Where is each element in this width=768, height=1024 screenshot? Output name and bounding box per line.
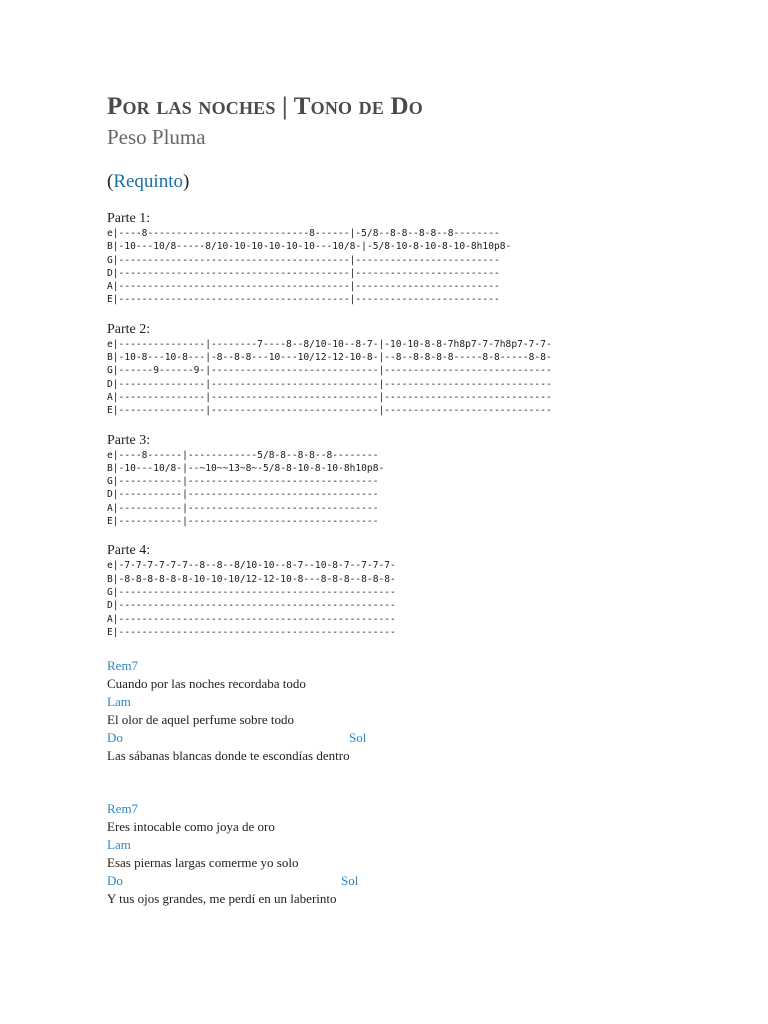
- tab-part-label: Parte 2:: [107, 321, 151, 337]
- tab-line: D|-----------|---------------------------------: [107, 489, 379, 501]
- chord: Sol: [349, 730, 367, 746]
- tab-line: E|---------------|-----------------------------|-----------------------------: [107, 405, 552, 417]
- tab-line: G|-----------|---------------------------------: [107, 476, 379, 488]
- tab-line: A|---------------|-----------------------------|-----------------------------: [107, 391, 552, 403]
- tab-line: D|------------------------------------------------: [107, 600, 396, 612]
- tab-line: e|----8----------------------------8------|-5/8--8-8--8-8--8--------: [107, 228, 500, 239]
- lyric-line: El olor de aquel perfume sobre todo: [107, 712, 294, 728]
- section-open-paren: (: [107, 171, 114, 192]
- tab-line: A|------------------------------------------------: [107, 613, 396, 625]
- lyric-line: Las sábanas blancas donde te escondías dentro: [107, 748, 350, 764]
- lyric-line: Esas piernas largas comerme yo solo: [107, 855, 299, 871]
- tablature: [107, 210, 747, 639]
- lyric-line: Cuando por las noches recordaba todo: [107, 676, 306, 692]
- section-heading: [107, 170, 747, 194]
- chord-line: [107, 800, 747, 818]
- section-close-paren: ): [183, 171, 190, 192]
- tab-line: e|----8------|------------5/8-8--8-8--8--------: [107, 449, 379, 461]
- chord: Lam: [107, 694, 131, 710]
- tab-part-1: [107, 210, 747, 307]
- section-name: Requinto: [113, 171, 183, 192]
- chord: Lam: [107, 837, 131, 853]
- tab-line: G|------------------------------------------------: [107, 586, 396, 598]
- tab-line: B|-10---10/8-|--~10~~13~8~-5/8-8-10-8-10-8h10p8-: [107, 462, 385, 474]
- tab-line: G|----------------------------------------|-------------------------: [107, 254, 500, 266]
- tab-line: E|----------------------------------------|-------------------------: [107, 294, 500, 306]
- tab-line: D|----------------------------------------|-------------------------: [107, 267, 500, 279]
- chord-line: [107, 657, 747, 675]
- chord: Rem7: [107, 658, 139, 674]
- tab-line: B|-8-8-8-8-8-8-10-10-10/12-12-10-8---8-8-8--8-8-8-: [107, 573, 396, 585]
- tab-part-4: [107, 542, 747, 639]
- chord: Sol: [341, 873, 359, 889]
- tab-part-label: Parte 4:: [107, 543, 151, 559]
- tab-part-label: Parte 1:: [107, 211, 151, 226]
- song-title: Por las noches | Tono de Do: [107, 93, 423, 120]
- lyric-line: Y tus ojos grandes, me perdí en un laberinto: [107, 891, 337, 907]
- tab-line: E|------------------------------------------------: [107, 626, 396, 638]
- chord: Do: [107, 873, 123, 889]
- lyrics-section: [107, 657, 747, 908]
- tab-part-3: [107, 432, 747, 529]
- chord-line: [107, 693, 747, 711]
- tab-line: B|-10---10/8-----8/10-10-10-10-10-10---10/8-|-5/8-10-8-10-8-10-8h10p8-: [107, 241, 512, 253]
- verse-2: [107, 800, 747, 908]
- chord-line: [107, 872, 747, 890]
- tab-line: e|---------------|--------7----8--8/10-10--8-7-|-10-10-8-8-7h8p7-7-7h8p7-7-7-: [107, 338, 552, 350]
- tab-line: B|-10-8---10-8---|-8--8-8---10---10/12-12-10-8-|--8--8-8-8-8-----8-8-----8-8-: [107, 352, 552, 364]
- chord: Do: [107, 730, 123, 746]
- tab-line: E|-----------|---------------------------------: [107, 516, 379, 528]
- tab-line: e|-7-7-7-7-7-7--8--8--8/10-10--8-7--10-8-7--7-7-7-: [107, 560, 396, 572]
- lyric-line: Eres intocable como joya de oro: [107, 819, 275, 835]
- tab-line: D|---------------|-----------------------------|-----------------------------: [107, 378, 552, 390]
- tab-line: A|-----------|---------------------------------: [107, 502, 379, 514]
- verse-1: [107, 657, 747, 765]
- tab-part-label: Parte 3:: [107, 432, 151, 448]
- chord-line: [107, 729, 747, 747]
- chord-line: [107, 836, 747, 854]
- document-page: [107, 92, 747, 908]
- chord: Rem7: [107, 801, 139, 817]
- tab-part-2: [107, 321, 747, 418]
- tab-line: A|----------------------------------------|-------------------------: [107, 281, 500, 293]
- tab-line: G|------9------9-|-----------------------------|-----------------------------: [107, 365, 552, 377]
- artist-name: Peso Pluma: [107, 125, 206, 149]
